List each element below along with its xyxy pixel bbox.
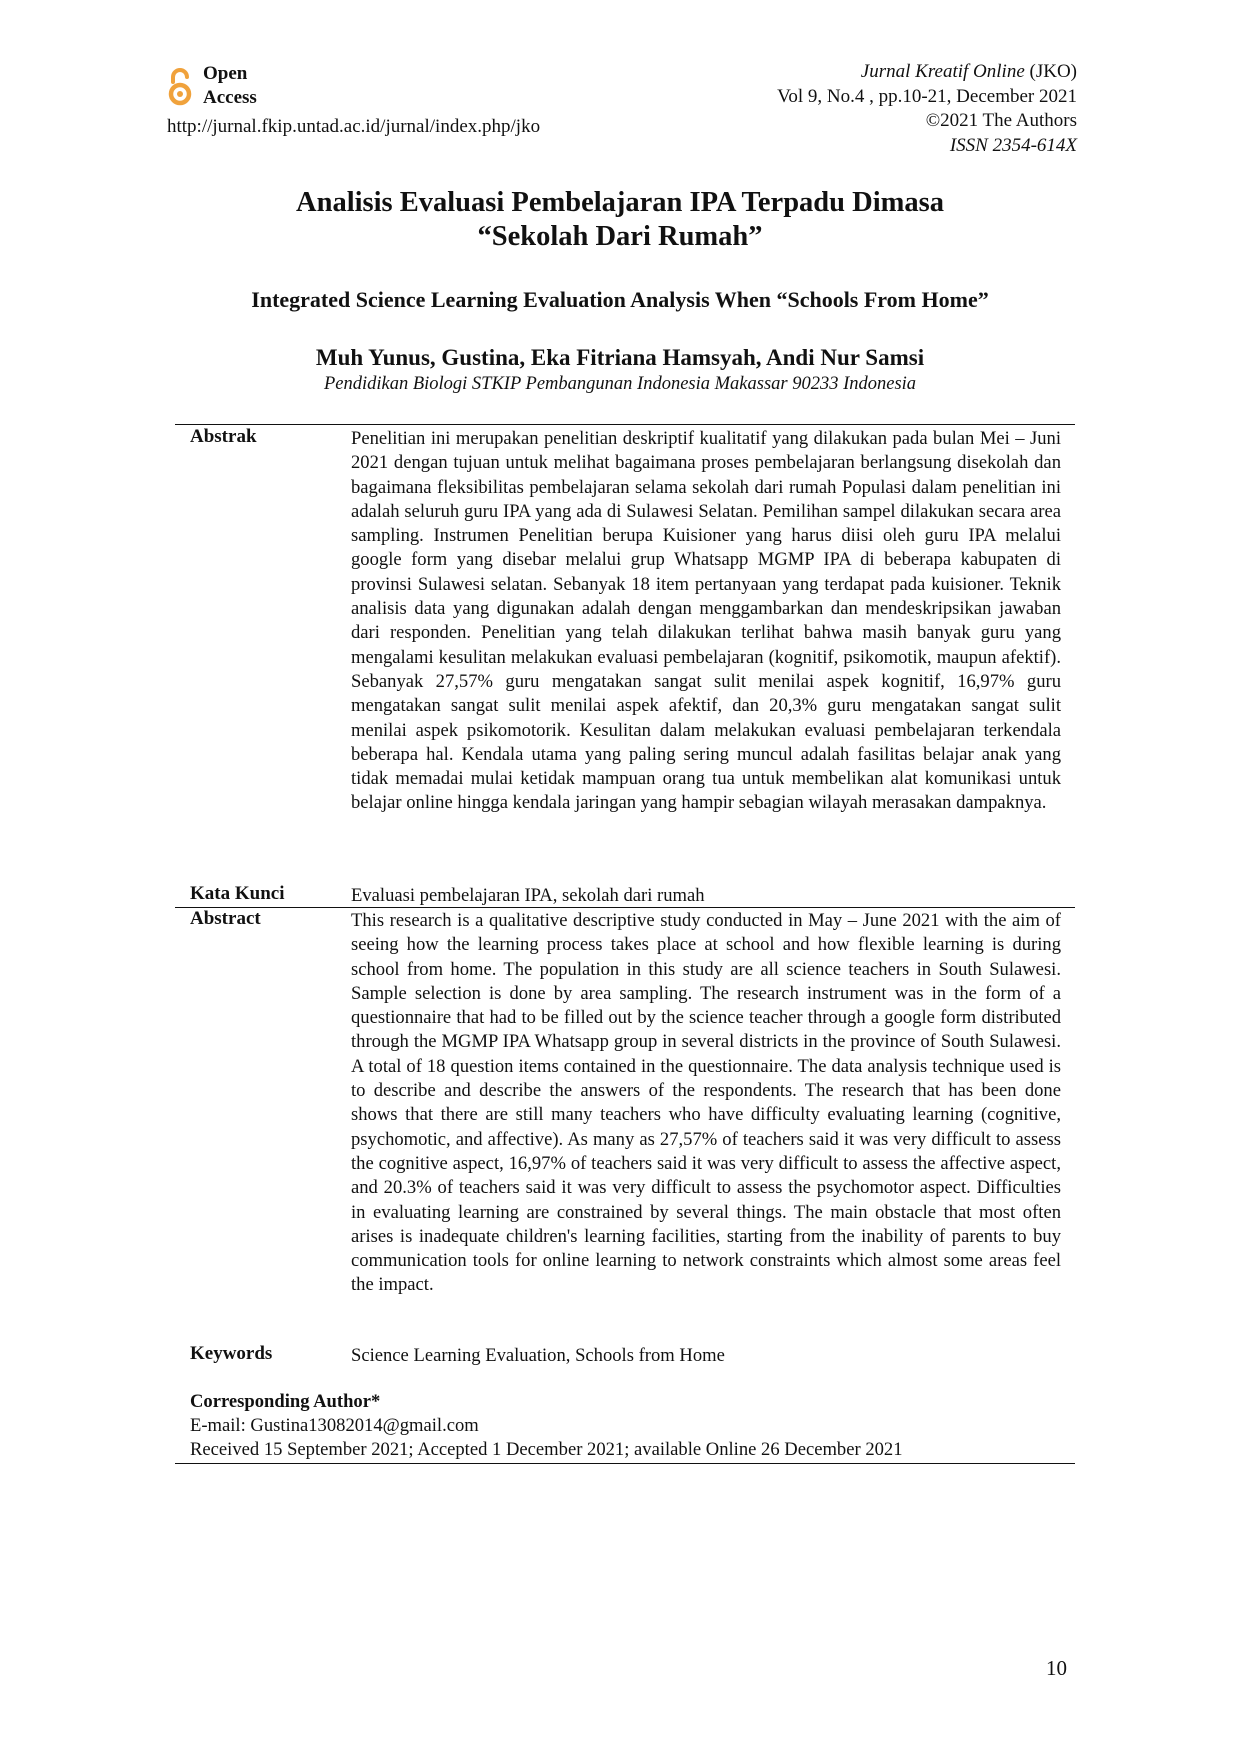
journal-name: Jurnal Kreatif Online <box>860 61 1025 82</box>
corresponding-author-label: Corresponding Author* <box>190 1391 381 1412</box>
keywords-label: Keywords <box>190 1343 273 1364</box>
divider-bottom <box>175 1463 1075 1464</box>
article-title-line-2: “Sekolah Dari Rumah” <box>477 221 763 252</box>
open-access-label-1: Open <box>203 63 248 84</box>
open-access-label-2: Access <box>203 87 257 108</box>
journal-volume: Vol 9, No.4 , pp.10-21, December 2021 <box>777 85 1077 107</box>
keywords-text: Science Learning Evaluation, Schools from Home <box>351 1345 725 1366</box>
journal-issn: ISSN 2354-614X <box>949 134 1077 156</box>
page-number: 10 <box>1046 1656 1067 1680</box>
journal-copyright: ©2021 The Authors <box>925 110 1077 131</box>
article-title-line-1: Analisis Evaluasi Pembelajaran IPA Terpadu Dimasa <box>296 187 944 218</box>
journal-abbr: (JKO) <box>1024 61 1077 82</box>
open-access-badge <box>167 62 257 110</box>
kata-kunci-label: Kata Kunci <box>190 883 285 904</box>
article-dates: Received 15 September 2021; Accepted 1 December 2021; available Online 26 December 2021 <box>190 1439 903 1460</box>
article-authors: Muh Yunus, Gustina, Eka Fitriana Hamsyah, Andi Nur Samsi <box>315 345 925 370</box>
article-affiliation: Pendidikan Biologi STKIP Pembangunan Indonesia Makassar 90233 Indonesia <box>323 374 917 394</box>
journal-url[interactable]: http://jurnal.fkip.untad.ac.id/jurnal/index.php/jko <box>167 116 541 137</box>
divider-middle <box>175 907 1075 908</box>
abstrak-text: Penelitian ini merupakan penelitian deskriptif kualitatif yang dilakukan pada bulan Mei – Juni 2021 dengan tujuan untuk melihat bagaimana proses pembelajaran berlangsung disekolah dan bagaimana fleksibilitas pembelajaran selama sekolah dari rumah Populasi dalam penelitian ini adalah seluruh guru IPA yang ada di Sulawesi Selatan. Pemilihan sampel dilakukan secara area sampling. Instrumen Penelitian berupa Kuisioner yang harus diisi oleh guru IPA melalui google form yang disebar melalui grup Whatsapp MGMP IPA di beberapa kabupaten di provinsi Sulawesi selatan. Sebanyak 18 item pertanyaan yang terdapat pada kuisioner. Teknik analisis data yang digunakan adalah dengan menggambarkan dan mendeskripsikan jawaban dari responden. Penelitian yang telah dilakukan terlihat bahwa masih banyak guru yang mengalami kesulitan melakukan evaluasi pembelajaran (kognitif, psikomotik, maupun afektif). Sebanyak 27,57% guru mengatakan sangat sulit menilai aspek kognitif, 16,97% guru mengatakan sangat sulit menilai aspek afektif, dan 20,3% guru mengatakan sangat sulit menilai aspek psikomotorik. Kesulitan dalam melakukan evaluasi pembelajaran terkendala beberapa hal. Kendala utama yang paling sering muncul adalah fasilitas belajar anak yang tidak memadai mulai ketidak mampuan orang tua untuk membelikan alat komunikasi untuk belajar online hingga kendala jaringan yang hampir sebagian wilayah merasakan dampaknya. <box>351 428 1061 814</box>
article-subtitle: Integrated Science Learning Evaluation Analysis When “Schools From Home” <box>251 287 989 312</box>
journal-info <box>777 60 1077 158</box>
journal-title-line <box>777 60 1077 85</box>
open-access-icon <box>167 68 193 108</box>
divider-top <box>175 424 1075 425</box>
abstract-label: Abstract <box>190 908 261 929</box>
abstract-text: This research is a qualitative descriptive study conducted in May – June 2021 with the aim of seeing how the learning process takes place at school and how flexible learning is during school from home. The population in this study are all science teachers in South Sulawesi. Sample selection is done by area sampling. The research instrument was in the form of a questionnaire that had to be filled out by the science teacher through a google form distributed through the MGMP IPA Whatsapp group in several districts in the province of South Sulawesi. A total of 18 question items contained in the questionnaire. The data analysis technique used is to describe and describe the answers of the respondents. The research that has been done shows that there are still many teachers who have difficulty evaluating learning (cognitive, psychomotic, and affective). As many as 27,57% of teachers said it was very difficult to assess the cognitive aspect, 16,97% of teachers said it was very difficult to assess the affective aspect, and 20.3% of teachers said it was very difficult to assess the psychomotor aspect. Difficulties in evaluating learning are constrained by several things. The main obstacle that most often arises is inadequate children's learning facilities, starting from the inability of parents to buy communication tools for online learning to network constraints which almost some areas feel the impact. <box>351 910 1061 1296</box>
abstrak-label: Abstrak <box>190 426 257 447</box>
article-title <box>0 186 1240 254</box>
corresponding-email[interactable]: E-mail: Gustina13082014@gmail.com <box>190 1415 479 1436</box>
kata-kunci-text: Evaluasi pembelajaran IPA, sekolah dari rumah <box>351 885 705 906</box>
